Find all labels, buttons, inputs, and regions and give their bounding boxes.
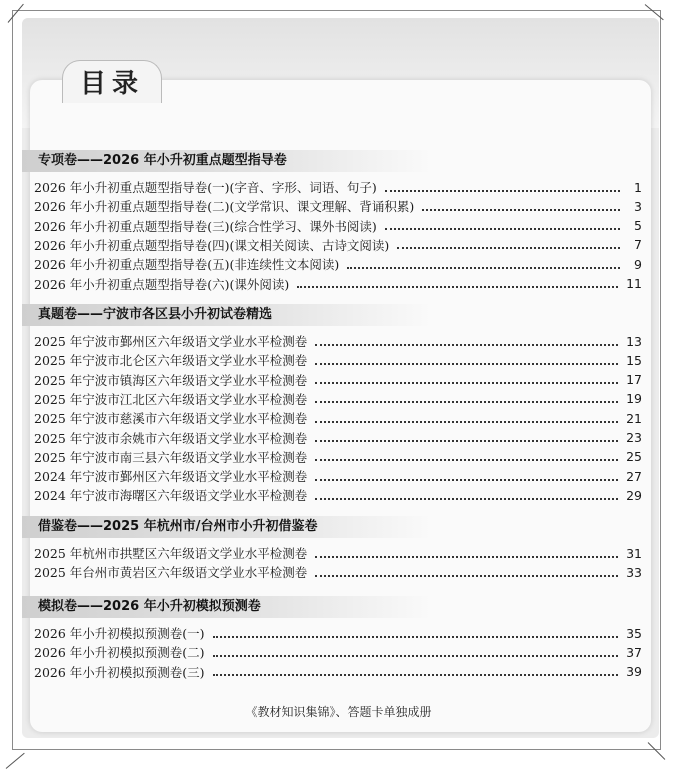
toc-entry-title: 2025 年宁波市北仑区六年级语文学业水平检测卷 (34, 353, 308, 369)
toc-entry-page: 7 (634, 237, 642, 253)
dot-leader (315, 343, 618, 346)
toc-entry-page: 9 (634, 256, 642, 272)
toc-entry-page: 19 (626, 391, 642, 407)
toc-entry-title: 2025 年宁波市鄞州区六年级语文学业水平检测卷 (34, 334, 308, 349)
toc-entry-title: 2026 年小升初重点题型指导卷(二)(文学常识、课文理解、背诵积累) (34, 199, 415, 215)
toc-entry[interactable] (34, 447, 642, 467)
dot-leader (315, 458, 618, 461)
section-heading: 模拟卷——2026 年小升初模拟预测卷 (22, 596, 432, 618)
toc-entry[interactable] (34, 623, 642, 643)
toc-entry-title: 2025 年宁波市镇海区六年级语文学业水平检测卷 (34, 372, 308, 388)
toc-entry[interactable] (34, 274, 642, 294)
toc-entry-title: 2026 年小升初重点题型指导卷(四)(课文相关阅读、古诗文阅读) (34, 237, 390, 253)
dot-leader (315, 497, 618, 500)
toc-entry-page: 37 (626, 644, 642, 660)
dot-leader (315, 400, 618, 403)
corner-slash-bottom-left (6, 753, 25, 769)
toc-entry-page: 29 (626, 487, 642, 503)
toc-entry[interactable] (34, 408, 642, 428)
dot-leader (297, 285, 618, 288)
footer-note: 《教材知识集锦》、答题卡单独成册 (245, 705, 432, 719)
toc-entry-page: 25 (626, 449, 642, 465)
toc-entry[interactable] (34, 662, 642, 682)
section-heading: 借鉴卷——2025 年杭州市/台州市小升初借鉴卷 (22, 516, 432, 538)
dot-leader (315, 574, 618, 577)
toc-entry[interactable] (34, 485, 642, 505)
dot-leader (385, 189, 620, 192)
toc-entry-title: 2026 年小升初重点题型指导卷(六)(课外阅读) (34, 276, 290, 292)
section-heading: 专项卷——2026 年小升初重点题型指导卷 (22, 150, 432, 172)
dot-leader (315, 439, 618, 442)
dot-leader (315, 478, 618, 481)
toc-entry-page: 35 (626, 625, 642, 641)
toc-entry-title: 2026 年小升初模拟预测卷(二) (34, 645, 205, 661)
dot-leader (213, 673, 619, 676)
toc-entry-page: 1 (634, 179, 642, 195)
dot-leader (315, 362, 618, 365)
toc-entry-page: 39 (626, 664, 642, 680)
toc-entry-page: 23 (626, 430, 642, 445)
toc-entry-page: 33 (626, 564, 642, 580)
toc-entry[interactable] (34, 350, 642, 370)
dot-leader (347, 266, 620, 269)
page-title: 目录 (62, 60, 162, 103)
dot-leader (315, 420, 618, 423)
dot-leader (385, 227, 620, 230)
toc-entry-title: 2024 年宁波市海曙区六年级语文学业水平检测卷 (34, 488, 308, 504)
toc-entry[interactable] (34, 235, 642, 255)
dot-leader (422, 208, 620, 211)
toc-entry[interactable] (34, 562, 642, 582)
toc-entry-title: 2025 年宁波市南三县六年级语文学业水平检测卷 (34, 449, 308, 465)
toc-entry-title: 2025 年杭州市拱墅区六年级语文学业水平检测卷 (34, 546, 308, 561)
toc-entry-page: 31 (626, 545, 642, 561)
toc-entry-title: 2025 年宁波市江北区六年级语文学业水平检测卷 (34, 391, 308, 407)
toc-entry[interactable] (34, 331, 642, 351)
toc-entry-page: 3 (634, 198, 642, 214)
toc-entry-title: 2026 年小升初模拟预测卷(一) (34, 626, 205, 641)
toc-entry-title: 2026 年小升初重点题型指导卷(一)(字音、字形、词语、句子) (34, 180, 377, 195)
toc-entry[interactable] (34, 196, 642, 216)
dot-leader (213, 635, 619, 638)
dot-leader (397, 246, 620, 249)
toc-entry-page: 15 (626, 352, 642, 368)
toc-entry[interactable] (34, 428, 642, 448)
dot-leader (315, 381, 618, 384)
toc-entry-title: 2025 年宁波市余姚市六年级语文学业水平检测卷 (34, 430, 308, 446)
toc-entry[interactable] (34, 254, 642, 274)
toc-entry[interactable] (34, 370, 642, 390)
toc-entry-title: 2026 年小升初重点题型指导卷(三)(综合性学习、课外书阅读) (34, 218, 377, 234)
toc-entry-title: 2024 年宁波市鄞州区六年级语文学业水平检测卷 (34, 469, 308, 485)
toc-entry-page: 5 (634, 218, 642, 234)
toc-entry-title: 2025 年宁波市慈溪市六年级语文学业水平检测卷 (34, 411, 308, 427)
toc-entry-title: 2025 年台州市黄岩区六年级语文学业水平检测卷 (34, 565, 308, 581)
toc-entry-page: 11 (626, 276, 642, 291)
toc-entry[interactable] (34, 642, 642, 662)
dot-leader (213, 654, 619, 657)
toc-entry-title: 2026 年小升初重点题型指导卷(五)(非连续性文本阅读) (34, 257, 340, 273)
toc-entry[interactable] (34, 389, 642, 409)
toc-entry-page: 13 (626, 333, 642, 349)
toc-entry[interactable] (34, 216, 642, 236)
toc-entry-title: 2026 年小升初模拟预测卷(三) (34, 664, 205, 680)
toc-entry[interactable] (34, 177, 642, 197)
toc-entry[interactable] (34, 543, 642, 563)
toc-entry-page: 21 (626, 410, 642, 426)
toc-entry-page: 17 (626, 372, 642, 388)
section-heading: 真题卷——宁波市各区县小升初试卷精选 (22, 304, 432, 326)
toc-entry-page: 27 (626, 468, 642, 484)
dot-leader (315, 555, 618, 558)
toc-entry[interactable] (34, 466, 642, 486)
